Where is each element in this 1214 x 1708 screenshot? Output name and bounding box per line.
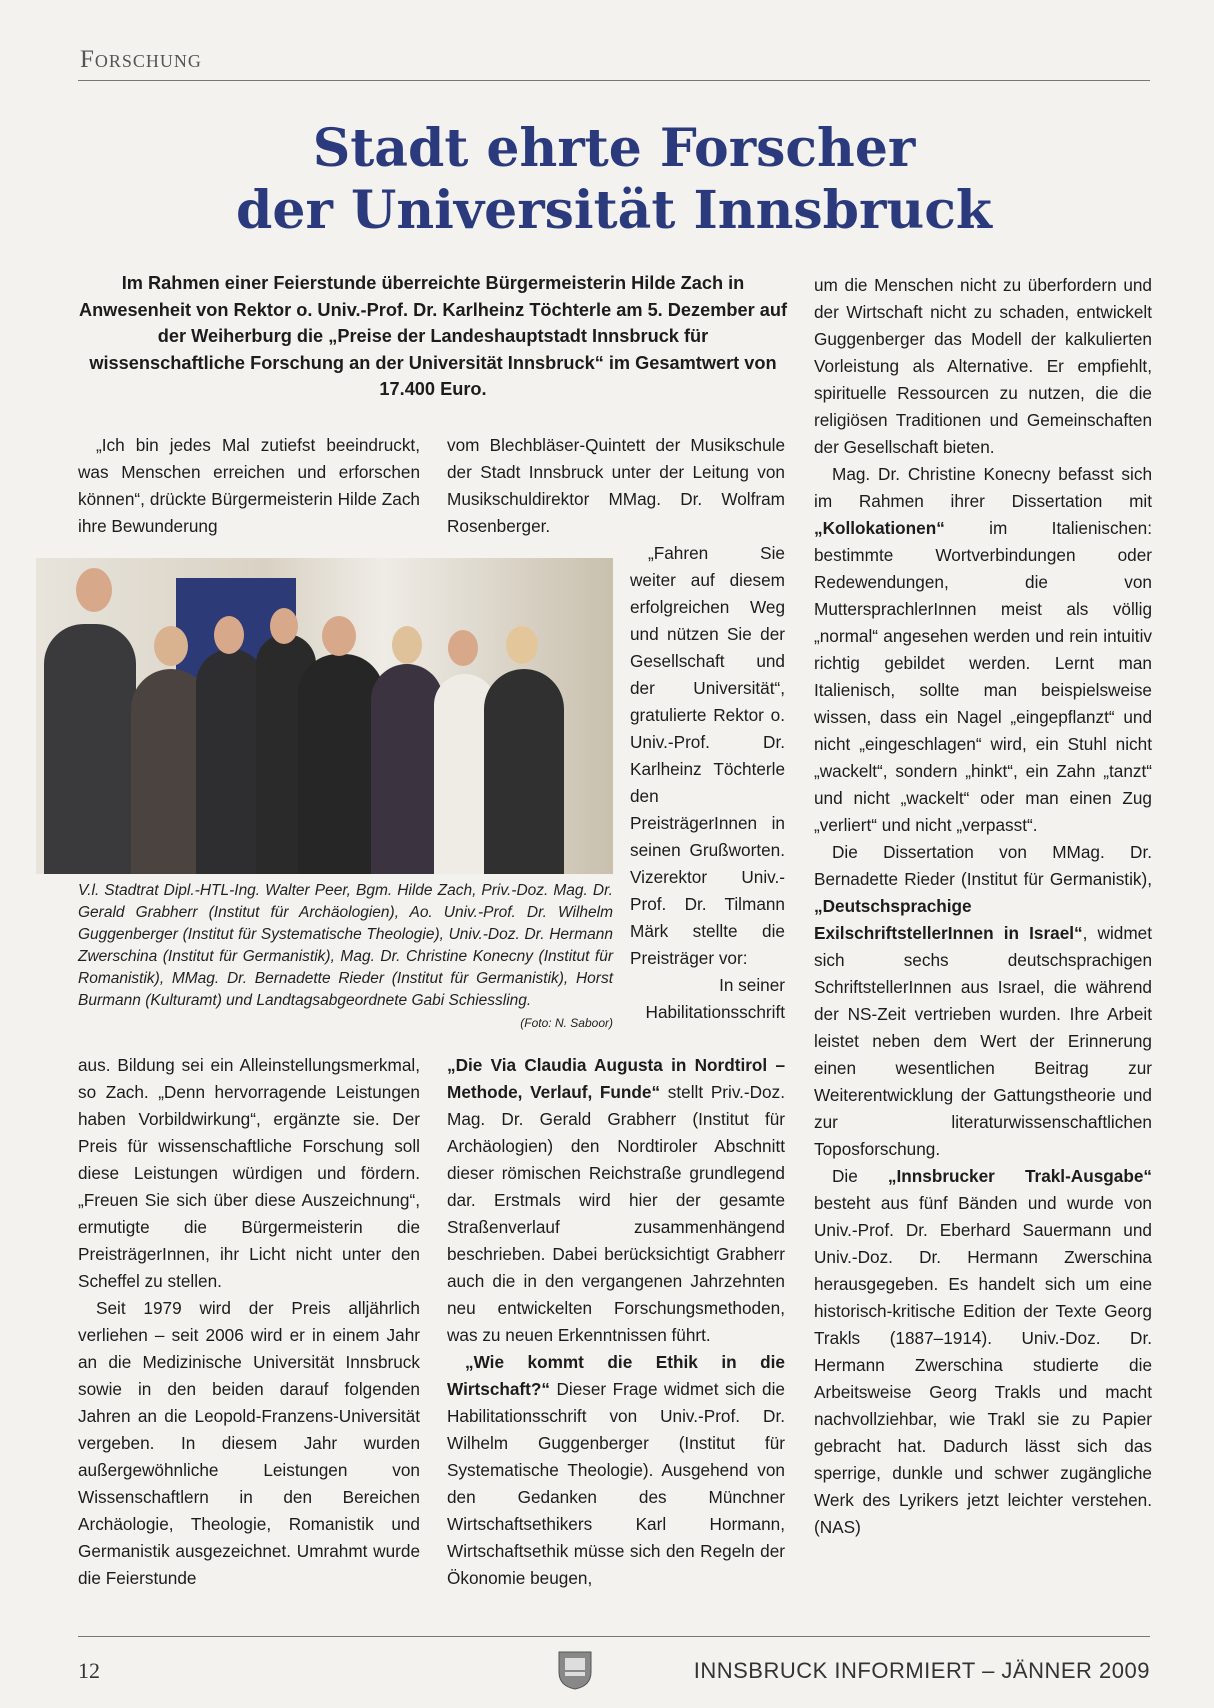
paragraph: „Ich bin jedes Mal zutiefst beeindruckt, was Menschen erreichen und erforschen können“, drückte Bürgermeisterin Hilde Zach ihre Bewunderung [78,435,420,536]
paragraph-text: stellt Priv.-Doz. Mag. Dr. Gerald Grabherr (Institut für Archäologien) den Nordtiroler Abschnitt dieser römischen Reichstraße grundlegend dar. Erstmals wird hier der gesamte Straßenverlauf zusammenhängend beschrieben. Dabei berücksichtigt Grabherr auch die in den vergangenen Jahrzehnten neu entwickelten Forschungsmethoden, was zu neuen Erkenntnissen führt. [447,1082,785,1345]
paragraph [447,1349,785,1592]
caption-text: V.l. Stadtrat Dipl.-HTL-Ing. Walter Peer, Bgm. Hilde Zach, Priv.-Doz. Mag. Dr. Gerald Grabherr (Institut für Archäologien), Ao. Univ.-Prof. Dr. Wilhelm Guggenberger (Institut für Systematische Theologie), Univ.-Doz. Dr. Hermann Zwerschina (Institut für Germanistik), Mag. Dr. Christine Konecny (Institut für Romanistik), MMag. Dr. Bernadette Rieder (Institut für Germanistik), Horst Burmann (Kulturamt) und Landtagsabgeordnete Gabi Schiessling. [78,882,613,1009]
column-3 [814,272,1152,1541]
article-title [78,118,1150,242]
paragraph: um die Menschen nicht zu überfordern und der Wirtschaft nicht zu schaden, entwickelt Guggenberger das Modell der kalkulierten Vorleistung als Alternative. Er empfiehlt, spirituelle Ressourcen zu nutzen, die die religiösen Traditionen und Gemeinschaften der Gesellschaft bieten. [814,275,1152,457]
person [371,664,443,874]
photo-credit: (Foto: N. Saboor) [520,1016,613,1030]
column-2-bottom [447,1052,785,1592]
paragraph [814,839,1152,1163]
paragraph: aus. Bildung sei ein Alleinstellungsmerkmal, so Zach. „Denn hervorragende Leistungen haben Vorbildwirkung“, ergänzte sie. Der Preis für wissenschaftliche Forschung soll diese Leistungen würdigen und fördern. „Freuen Sie sich über diese Auszeichnung“, ermutigte die Bürgermeisterin die PreisträgerInnen, ihr Licht nicht unter den Scheffel zu stellen. [78,1055,420,1291]
footer-rule [78,1636,1150,1637]
paragraph-text: Die Dissertation von MMag. Dr. Bernadette Rieder (Institut für Germanistik), [814,842,1152,889]
column-1-top [78,432,420,540]
paragraph-text: im Italienischen: bestimmte Wortverbindungen oder Redewendungen, die von MuttersprachlerInnen meist als völlig „normal“ angesehen werden und rein intuitiv richtig gebildet werden. Lernt man Italienisch, sollte man beispielsweise wissen, dass ein Nagel „eingepflanzt“ und nicht „eingeschlagen“ wird, ein Stuhl nicht „wackelt“, sondern „hinkt“, ein Zahn „tanzt“ und nicht „wackelt“ oder man einen Zug „verliert“ und nicht „verpasst“. [814,518,1152,835]
photo-caption [78,880,613,1034]
title-line-1: Stadt ehrte Forscher [312,118,916,179]
city-crest-icon [557,1646,593,1690]
column-2-narrow [630,540,785,1026]
paragraph: vom Blechbläser-Quintett der Musikschule der Stadt Innsbruck unter der Leitung von Musikschuldirektor MMag. Dr. Wolfram Rosenberger. [447,435,785,536]
paragraph-text: , widmet sich sechs deutschsprachigen SchriftstellerInnen aus Israel, die während der NS-Zeit vertrieben wurden. Ihre Arbeit leistet neben dem Wert der Erinnerung einen wesentlichen Beitrag zur Weiterentwicklung der Gattungstheorie und zur literaturwissenschaftlichen Toposforschung. [814,923,1152,1159]
thesis-title: „Die Via Claudia Augusta in Nordtirol – Methode, Verlauf, Funde“ [447,1055,785,1102]
person [484,669,564,874]
publication-footer: INNSBRUCK INFORMIERT – JÄNNER 2009 [693,1658,1150,1683]
title-line-2: der Universität Innsbruck [236,180,992,241]
column-2-top [447,432,785,540]
paragraph [814,1163,1152,1541]
group-photo [36,558,613,874]
paragraph [814,461,1152,839]
paragraph: „Fahren Sie weiter auf diesem erfolgreichen Weg und nützen Sie der Gesellschaft und der Universität“, gratulierte Rektor o. Univ.-Prof. Dr. Karlheinz Töchterle den PreisträgerInnen in seinen Grußworten. Vizerektor Univ.-Prof. Dr. Tilmann Märk stellte die Preisträger vor: [630,543,785,968]
lead-paragraph: Im Rahmen einer Feierstunde überreichte Bürgermeisterin Hilde Zach in Anwesenheit von Rektor o. Univ.-Prof. Dr. Karlheinz Töchterle am 5. Dezember auf der Weiherburg die „Preise der Landeshauptstadt Innsbruck für wissenschaftliche Forschung an der Universität Innsbruck“ im Gesamtwert von 17.400 Euro. [78,273,788,399]
section-label: Forschung [80,46,202,73]
paragraph-text: besteht aus fünf Bänden und wurde von Univ.-Prof. Dr. Eberhard Sauermann und Univ.-Doz. Dr. Hermann Zwerschina herausgegeben. Es handelt sich um eine historisch-kritische Edition der Texte Georg Trakls (1887–1914). Univ.-Doz. Dr. Hermann Zwerschina studierte die Arbeitsweise Georg Trakls und macht nachvollziehbar, wie Trakl sie zu Papier gebracht hat. Dadurch lässt sich das sperrige, dunkle und schwer zugängliche Werk des Lyrikers jetzt leichter verstehen. (NAS) [814,1193,1152,1537]
paragraph-text: Die [832,1166,888,1186]
header-rule [78,80,1150,81]
paragraph-text: Dieser Frage widmet sich die Habilitationsschrift von Univ.-Prof. Dr. Wilhelm Guggenberger (Institut für Systematische Theologie). Ausgehend von den Gedanken des Münchner Wirtschaftsethikers Karl Hormann, Wirtschaftsethik müsse sich den Regeln der Ökonomie beugen, [447,1379,785,1588]
column-1-bottom [78,1052,420,1592]
paragraph-text: Mag. Dr. Christine Konecny befasst sich im Rahmen ihrer Dissertation mit [814,464,1152,511]
thesis-title: „Kollokationen“ [814,518,945,538]
paragraph: Seit 1979 wird der Preis alljährlich verliehen – seit 2006 wird er in einem Jahr an die Medizinische Universität Innsbruck sowie in den beiden darauf folgenden Jahren an die Leopold-Franzens-Universität vergeben. In diesem Jahr wurden außergewöhnliche Leistungen von Wissenschaftlern in den Bereichen Archäologie, Theologie, Romanistik und Germanistik ausgezeichnet. Umrahmt wurde die Feierstunde [78,1298,420,1588]
person [44,624,136,874]
paragraph [447,1052,785,1349]
paragraph: In seiner Habilitationsschrift [645,975,785,1022]
page-number: 12 [78,1658,100,1683]
thesis-title: „Deutschsprachige ExilschriftstellerInnen in Israel“ [814,896,1083,943]
thesis-title: „Innsbrucker Trakl-Ausgabe“ [887,1166,1152,1186]
thesis-title: „Wie kommt die Ethik in die Wirtschaft?“ [447,1352,785,1399]
